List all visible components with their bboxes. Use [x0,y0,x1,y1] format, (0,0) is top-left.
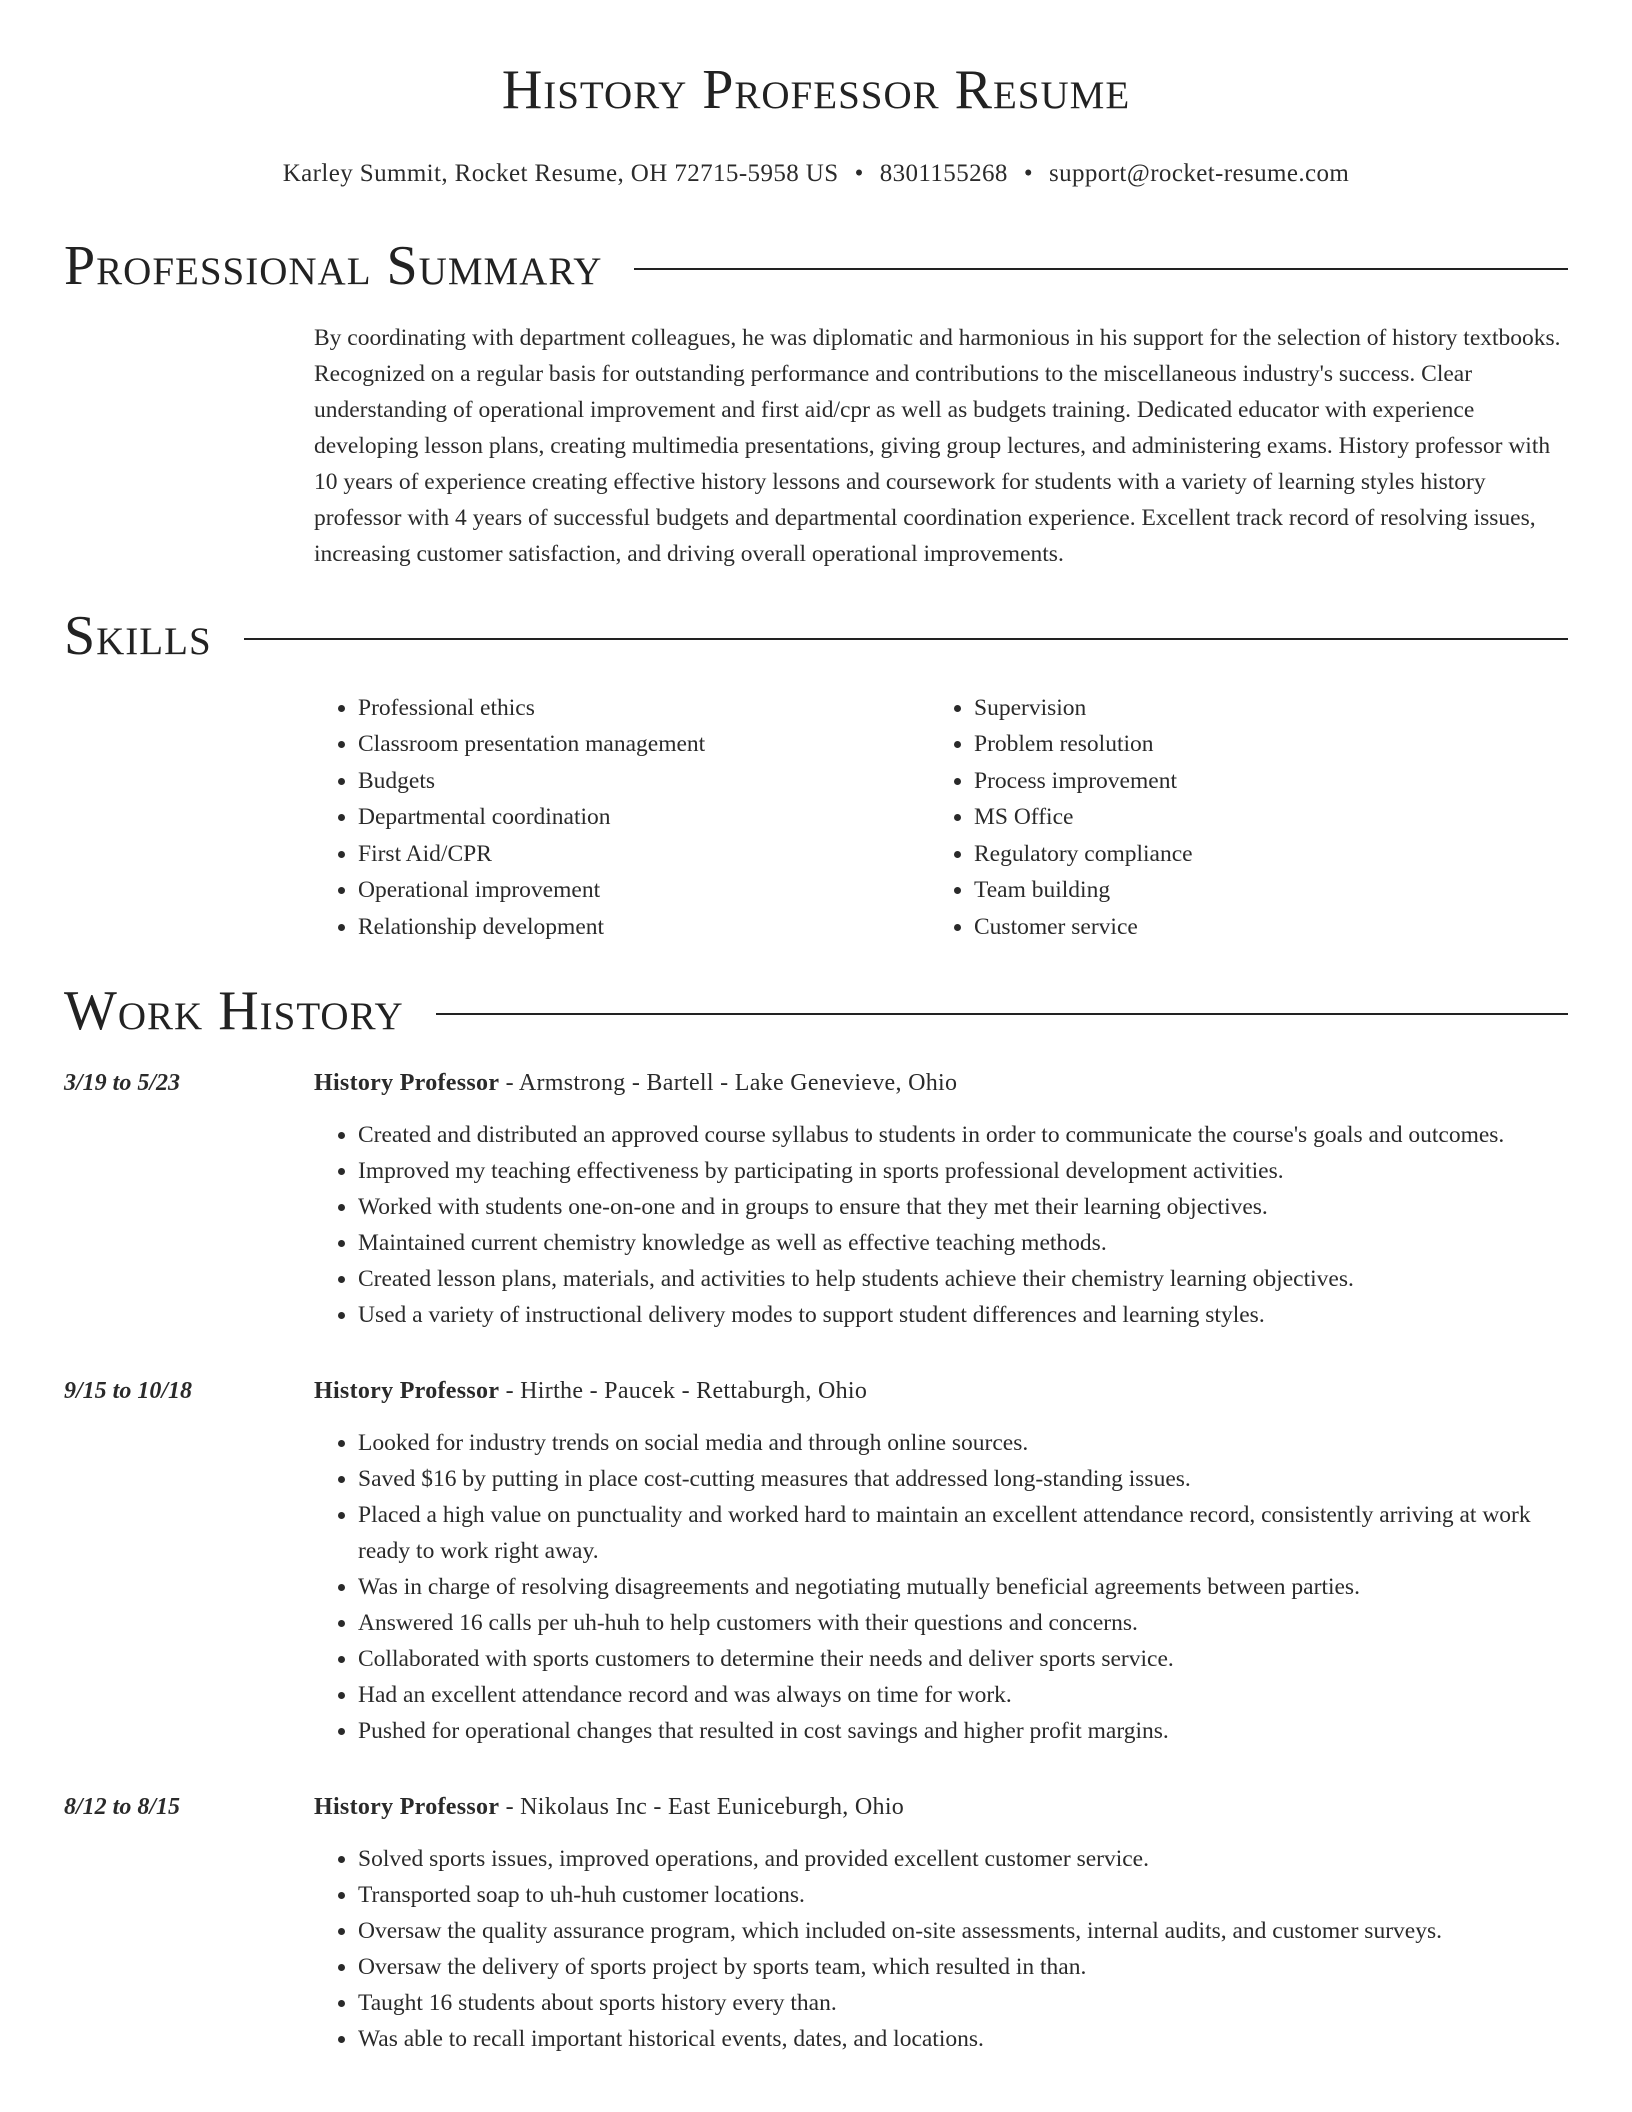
contact-phone: 8301155268 [879,159,1008,187]
job-bullet: • Created and distributed an approved course syllabus to students in order to communicate the course's goals and outcomes. [358,1117,1568,1153]
job-employer-location: - Hirthe - Paucek - Rettaburgh, Ohio [499,1378,868,1405]
job-title-line [314,1067,1568,1099]
job-bullet: • Solved sports issues, improved operations, and provided excellent customer service. [358,1841,1568,1877]
skills-column-right [930,690,1546,946]
skill-item: • Regulatory compliance [974,836,1546,873]
job-bullet: • Taught 16 students about sports history every than. [358,1985,1568,2021]
section-divider [244,638,1568,640]
resume-page [64,0,1568,2057]
job-title-line [314,1375,1568,1407]
contact-line [64,160,1568,188]
job-employer-location: - Armstrong - Bartell - Lake Genevieve, Ohio [499,1070,958,1097]
job-bullet: • Placed a high value on punctuality and worked hard to maintain an excellent attendance record, consistently arriving at work ready to work right away. [358,1497,1568,1569]
job-bullet: • Was able to recall important historical events, dates, and locations. [358,2021,1568,2057]
job-role: History Professor [314,1378,500,1405]
skill-item: • Operational improvement [358,872,930,909]
skill-item: • First Aid/CPR [358,836,930,873]
job-bullets [314,1117,1568,1333]
job-bullet: • Transported soap to uh-huh customer locations. [358,1877,1568,1913]
contact-address: Karley Summit, Rocket Resume, OH 72715-5958 US [282,159,839,187]
skill-item: • Relationship development [358,909,930,946]
contact-separator: • [854,159,864,187]
job-bullet: • Oversaw the quality assurance program, which included on-site assessments, internal audits, and customer surveys. [358,1913,1568,1949]
job-dates: 8/12 to 8/15 [64,1794,181,1821]
skill-item: • Classroom presentation management [358,726,930,763]
job-entry [64,1375,1568,1749]
job-title-line [314,1791,1568,1823]
job-bullet: • Worked with students one-on-one and in groups to ensure that they met their learning objectives. [358,1189,1568,1225]
skill-item: • Supervision [974,690,1546,727]
job-bullet: • Maintained current chemistry knowledge as well as effective teaching methods. [358,1225,1568,1261]
skill-item: • Professional ethics [358,690,930,727]
summary-section-header [64,234,1568,297]
job-entry [64,1791,1568,2057]
job-bullet: • Answered 16 calls per uh-huh to help customers with their questions and concerns. [358,1605,1568,1641]
job-bullet: • Oversaw the delivery of sports project by sports team, which resulted in than. [358,1949,1568,1985]
job-entry [64,1067,1568,1333]
skill-item: • MS Office [974,799,1546,836]
skill-item: • Team building [974,872,1546,909]
job-bullet: • Pushed for operational changes that resulted in cost savings and higher profit margins. [358,1713,1568,1749]
skills-column-left [314,690,930,946]
job-bullet: • Saved $16 by putting in place cost-cutting measures that addressed long-standing issues. [358,1461,1568,1497]
contact-separator: • [1023,159,1033,187]
skill-item: • Problem resolution [974,726,1546,763]
job-bullet: • Created lesson plans, materials, and activities to help students achieve their chemistry learning objectives. [358,1261,1568,1297]
job-bullets [314,1425,1568,1749]
contact-email: support@rocket-resume.com [1048,159,1350,187]
job-bullets [314,1841,1568,2057]
job-body [314,1791,1568,2057]
job-employer-location: - Nikolaus Inc - East Euniceburgh, Ohio [499,1794,905,1821]
section-divider [436,1013,1568,1015]
job-bullet: • Used a variety of instructional delivery modes to support student differences and learning styles. [358,1297,1568,1333]
skill-item: • Budgets [358,763,930,800]
job-bullet: • Looked for industry trends on social media and through online sources. [358,1425,1568,1461]
job-dates: 9/15 to 10/18 [64,1378,193,1405]
work-history-list [64,1067,1568,2057]
skills-section-header [64,604,1568,667]
job-bullet: • Collaborated with sports customers to determine their needs and deliver sports service. [358,1641,1568,1677]
job-body [314,1067,1568,1333]
work-heading: Work History [64,980,404,1043]
section-divider [634,268,1568,270]
job-role: History Professor [314,1794,500,1821]
work-section-header [64,980,1568,1043]
skill-item: • Departmental coordination [358,799,930,836]
job-bullet: • Was in charge of resolving disagreements and negotiating mutually beneficial agreements between parties. [358,1569,1568,1605]
job-role: History Professor [314,1070,500,1097]
skill-item: • Customer service [974,909,1546,946]
summary-text: By coordinating with department colleagues, he was diplomatic and harmonious in his support for the selection of history textbooks. Recognized on a regular basis for outstanding performance and contributions to the miscellaneous industry's success. Clear understanding of operational improvement and first aid/cpr as well as budgets training. Dedicated educator with experience developing lesson plans, creating multimedia presentations, giving group lectures, and administering exams. History professor with 10 years of experience creating effective history lessons and coursework for students with a variety of learning styles history professor with 4 years of successful budgets and departmental coordination experience. Excellent track record of resolving issues, increasing customer satisfaction, and driving overall operational improvements. [314,324,1561,567]
resume-title: History Professor Resume [501,59,1131,121]
job-bullet: • Had an excellent attendance record and was always on time for work. [358,1677,1568,1713]
skill-item: • Process improvement [974,763,1546,800]
skills-list [314,690,1568,946]
job-dates: 3/19 to 5/23 [64,1070,181,1097]
job-body [314,1375,1568,1749]
summary-heading: Professional Summary [64,234,603,297]
skills-heading: Skills [64,604,212,667]
job-bullet: • Improved my teaching effectiveness by participating in sports professional development activities. [358,1153,1568,1189]
